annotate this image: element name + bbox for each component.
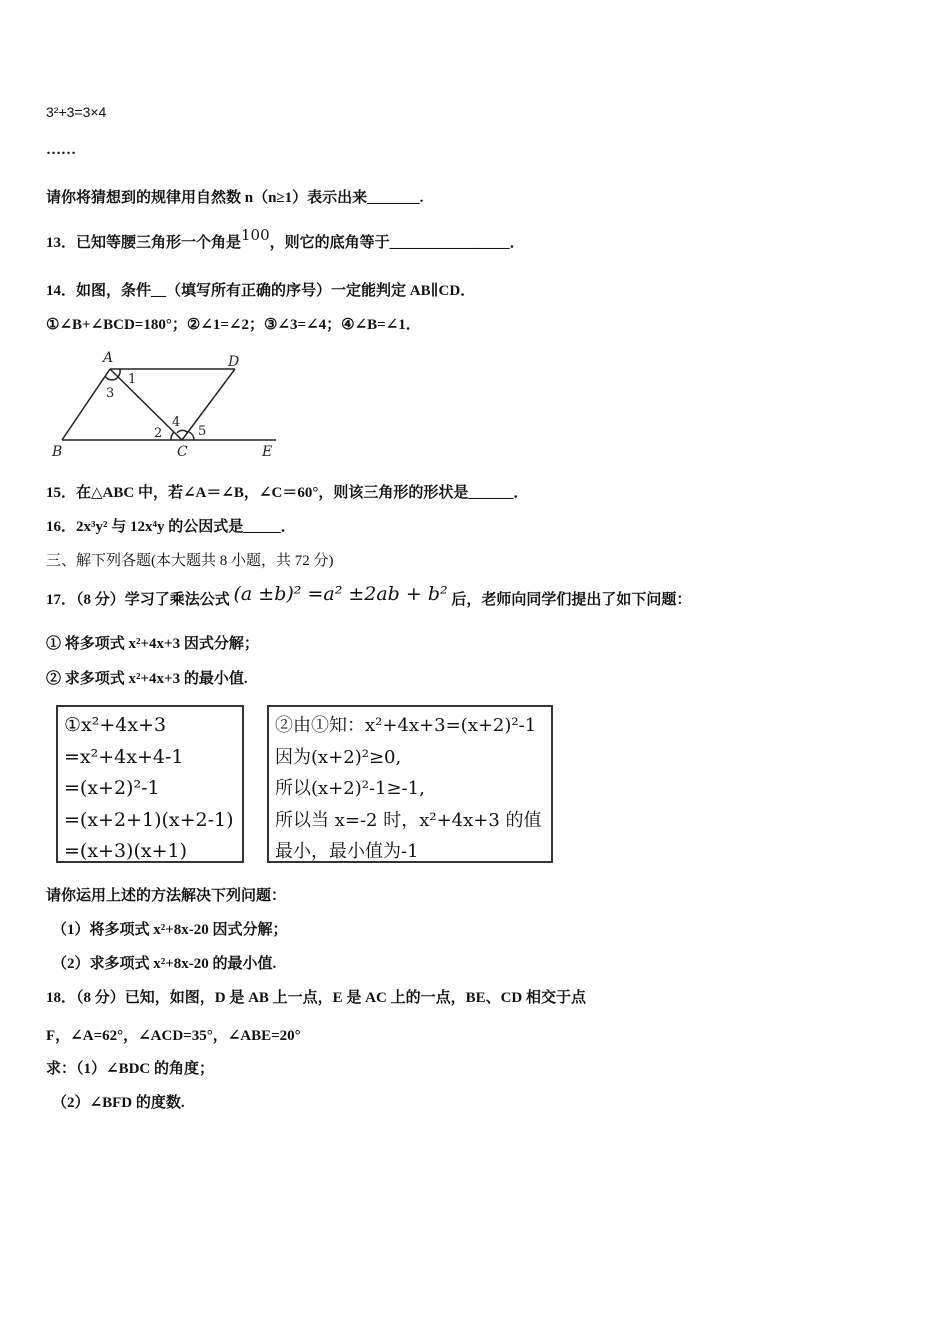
box2-line: 最小，最小值为-1: [275, 841, 419, 862]
angle-3: 3: [106, 386, 115, 401]
question-15: 15．在△ABC 中，若∠A＝∠B，∠C＝60°，则该三角形的形状是______．: [46, 485, 529, 501]
box1-line: =(x+2)²-1: [64, 777, 160, 799]
q13-text-b: ，则它的底角等于________________．: [269, 235, 525, 251]
q17-text-a: 17．（8 分）学习了乘法公式: [46, 592, 230, 608]
box1-line: =(x+3)(x+1): [64, 840, 188, 862]
pattern-question: 请你将猜想到的规律用自然数 n（n≥1）表示出来_______.: [46, 190, 424, 206]
box1-line: ①x²+4x+3: [64, 714, 167, 736]
question-14: 14．如图，条件__（填写所有正确的序号）一定能判定 AB∥CD．: [46, 283, 476, 299]
q17-task-2: ② 求多项式 x²+4x+3 的最小值.: [46, 671, 248, 687]
q17-task-1: ① 将多项式 x²+4x+3 因式分解；: [46, 636, 259, 652]
question-13: [46, 226, 525, 252]
box1-line: =x²+4x+4-1: [64, 745, 184, 768]
label-E: E: [262, 444, 273, 460]
ellipsis-line: ……: [46, 142, 76, 158]
label-A: A: [103, 350, 114, 366]
q13-text-a: 13．已知等腰三角形一个角是: [46, 235, 242, 251]
q17-instruction: 请你运用上述的方法解决下列问题：: [46, 888, 287, 904]
q18-given: F，∠A=62°，∠ACD=35°，∠ABE=20°: [46, 1028, 301, 1044]
question-17: [46, 583, 692, 609]
angle-4: 4: [172, 415, 181, 430]
angle-1: 1: [128, 372, 137, 387]
box1-line: =(x+2+1)(x+2-1): [64, 808, 234, 831]
label-D: D: [228, 354, 240, 370]
box2-line: 所以当 x=-2 时，x²+4x+3 的值: [275, 809, 542, 831]
example-box-2: [267, 705, 553, 863]
section-3-heading: 三、解下列各题(本大题共 8 小题，共 72 分): [46, 553, 334, 569]
label-B: B: [52, 444, 63, 460]
q18-part-2: （2）∠BFD 的度数.: [52, 1095, 185, 1111]
q17-text-b: 后，老师向同学们提出了如下问题：: [451, 592, 692, 608]
q17-part-1: （1）将多项式 x²+8x-20 因式分解；: [52, 922, 288, 938]
sequence-line: 3²+3=3×4: [46, 104, 107, 120]
q18-part-1: 求：（1）∠BDC 的角度；: [46, 1061, 214, 1077]
label-C: C: [177, 444, 188, 460]
box2-line: 所以(x+2)²-1≥-1,: [275, 778, 425, 799]
q17-part-2: （2）求多项式 x²+8x-20 的最小值.: [52, 956, 277, 972]
box2-line: ②由①知：x²+4x+3=(x+2)²-1: [275, 715, 537, 736]
question-18: 18．（8 分）已知，如图，D 是 AB 上一点，E 是 AC 上的一点，BE、CD 相交于点: [46, 990, 587, 1006]
example-box-1: [56, 705, 244, 863]
angle-5: 5: [198, 424, 207, 439]
angle-2: 2: [154, 426, 163, 441]
q17-formula: (a ±b)² =a² ±2ab + b²: [233, 583, 448, 605]
question-14-options: ①∠B+∠BCD=180°；②∠1=∠2；③∠3=∠4；④∠B=∠1．: [46, 317, 421, 333]
question-16: 16．2x³y² 与 12x⁴y 的公因式是_____．: [46, 519, 296, 535]
box2-line: 因为(x+2)²≥0,: [275, 746, 402, 768]
parallelogram-figure: [48, 350, 288, 462]
q13-degree: 100: [241, 226, 270, 244]
